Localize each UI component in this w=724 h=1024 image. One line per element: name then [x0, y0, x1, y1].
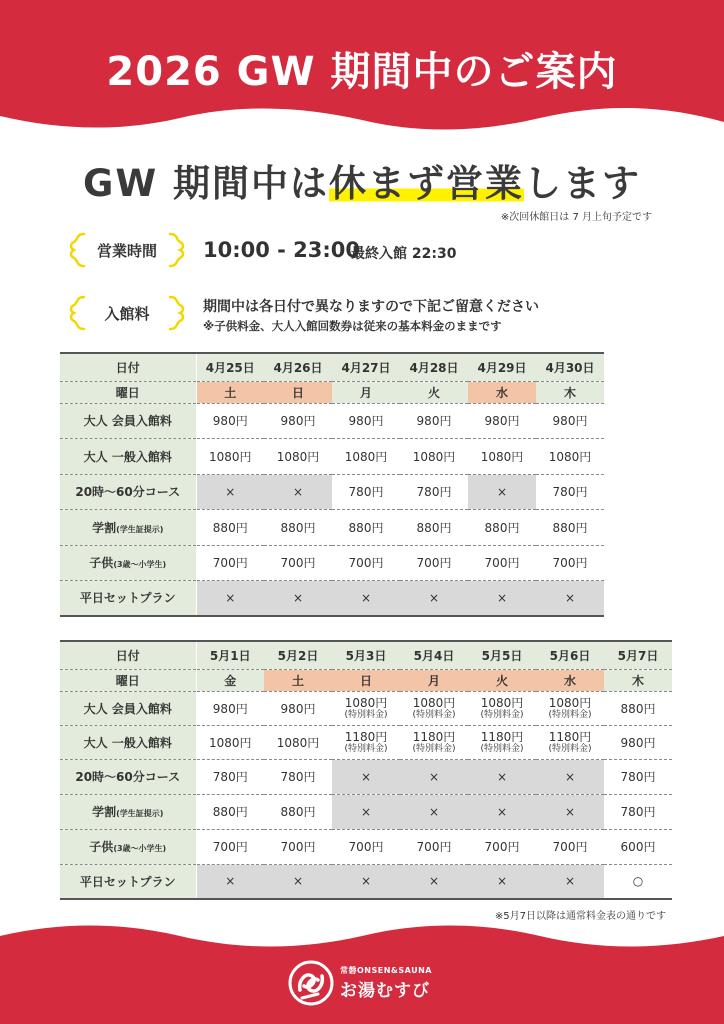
- price-cell: 700円: [332, 545, 400, 580]
- row-header: 日付: [60, 641, 196, 669]
- price-cell: ×: [468, 759, 536, 794]
- weekday-cell: 木: [604, 669, 672, 691]
- price-cell: 880円: [196, 794, 264, 829]
- price-cell: 880円: [196, 509, 264, 545]
- price-cell: ×: [468, 474, 536, 509]
- price-cell: [400, 691, 468, 725]
- price-cell: [536, 725, 604, 759]
- logo-name: お湯むすび: [340, 981, 430, 1001]
- table-row-adult-general: [60, 725, 672, 759]
- date-cell: 4月27日: [332, 353, 400, 381]
- price-value: 1180円: [412, 729, 456, 744]
- page-title: 2026 GW 期間中のご案内: [106, 49, 618, 95]
- special-price-note: (特別料金): [412, 743, 456, 754]
- price-cell: 880円: [468, 509, 536, 545]
- fee-table-may: [60, 640, 672, 900]
- price-cell: 880円: [332, 509, 400, 545]
- price-cell: ×: [400, 864, 468, 899]
- weekday-cell: 月: [400, 669, 468, 691]
- price-cell: 880円: [604, 691, 672, 725]
- price-cell: 780円: [264, 759, 332, 794]
- hours-label-badge: [68, 230, 186, 270]
- price-cell: [332, 691, 400, 725]
- table-row-weekday: [60, 669, 672, 691]
- table-row-adult-general: [60, 438, 604, 474]
- date-cell: 4月25日: [196, 353, 264, 381]
- row-header-note: (3歳～小学生): [113, 844, 167, 853]
- row-header-note: (学生証提示): [116, 524, 164, 534]
- header-banner: [0, 0, 724, 135]
- row-header: 学割(学生証提示): [60, 794, 196, 829]
- fee-description: 期間中は各日付で異なりますので下記ご留意ください: [203, 299, 539, 315]
- date-cell: 4月26日: [264, 353, 332, 381]
- price-cell: 1080円: [536, 438, 604, 474]
- table-row-student: [60, 509, 604, 545]
- date-cell: 5月3日: [332, 641, 400, 669]
- date-cell: 4月29日: [468, 353, 536, 381]
- price-value: 1080円: [548, 695, 592, 710]
- row-header: 曜日: [60, 669, 196, 691]
- price-cell: 700円: [536, 829, 604, 864]
- price-cell: ×: [468, 864, 536, 899]
- date-cell: 5月5日: [468, 641, 536, 669]
- price-cell: 600円: [604, 829, 672, 864]
- fee-label-badge: [68, 293, 186, 333]
- price-cell: 780円: [400, 474, 468, 509]
- price-cell: ×: [332, 580, 400, 616]
- date-cell: 5月4日: [400, 641, 468, 669]
- price-cell: 700円: [468, 545, 536, 580]
- special-price-note: (特別料金): [412, 709, 456, 720]
- price-cell: 980円: [604, 725, 672, 759]
- price-cell: 980円: [196, 691, 264, 725]
- bottom-note: ※5月7日以降は通常料金表の通りです: [494, 911, 666, 922]
- price-cell: ×: [400, 580, 468, 616]
- price-cell: 1080円: [468, 438, 536, 474]
- price-value: 1180円: [344, 729, 388, 744]
- price-value: 1180円: [548, 729, 592, 744]
- row-header: 20時～60分コース: [60, 759, 196, 794]
- date-cell: 5月2日: [264, 641, 332, 669]
- price-cell: 980円: [264, 403, 332, 438]
- weekday-cell: 水: [468, 381, 536, 403]
- price-cell: ×: [536, 794, 604, 829]
- headline-text-a: GW 期間中は: [82, 162, 330, 205]
- price-cell: [536, 691, 604, 725]
- price-cell: [468, 725, 536, 759]
- price-cell: ×: [332, 759, 400, 794]
- table-row-night-course: [60, 759, 672, 794]
- price-cell: 880円: [264, 509, 332, 545]
- price-cell: 700円: [400, 829, 468, 864]
- price-cell: ×: [536, 580, 604, 616]
- weekday-cell: 土: [264, 669, 332, 691]
- price-cell: 880円: [264, 794, 332, 829]
- fee-note: ※子供料金、大人入館回数券は従来の基本料金のままです: [203, 319, 502, 333]
- price-cell: 700円: [536, 545, 604, 580]
- price-cell: 980円: [332, 403, 400, 438]
- price-cell: ×: [196, 580, 264, 616]
- closure-note: ※次回休館日は 7 月上旬予定です: [500, 212, 652, 223]
- row-header-note: (3歳～小学生): [113, 560, 167, 569]
- price-cell: 880円: [536, 509, 604, 545]
- date-cell: 4月28日: [400, 353, 468, 381]
- row-header: 学割(学生証提示): [60, 509, 196, 545]
- price-cell: 1080円: [196, 725, 264, 759]
- price-cell: 980円: [264, 691, 332, 725]
- table-row-weekday: [60, 381, 604, 403]
- price-cell: [468, 691, 536, 725]
- hours-time: 10:00 - 23:00: [203, 238, 361, 262]
- price-cell: ×: [468, 794, 536, 829]
- table-row-date: [60, 641, 672, 669]
- price-cell: ×: [264, 580, 332, 616]
- price-cell: 1080円: [264, 725, 332, 759]
- special-price-note: (特別料金): [344, 743, 388, 754]
- date-cell: 5月1日: [196, 641, 264, 669]
- logo-subtitle: 常磐ONSEN&SAUNA: [340, 966, 432, 975]
- price-cell: ×: [400, 759, 468, 794]
- row-header: 子供(3歳～小学生): [60, 829, 196, 864]
- special-price-note: (特別料金): [480, 743, 524, 754]
- price-cell: 700円: [196, 829, 264, 864]
- fee-table-april: [60, 352, 604, 617]
- price-cell: 980円: [468, 403, 536, 438]
- price-cell: 980円: [196, 403, 264, 438]
- price-cell: 700円: [196, 545, 264, 580]
- price-cell: 780円: [196, 759, 264, 794]
- price-value: 1080円: [412, 695, 456, 710]
- row-header: 平日セットプラン: [60, 580, 196, 616]
- price-cell: ○: [604, 864, 672, 899]
- price-value: 1180円: [480, 729, 524, 744]
- special-price-note: (特別料金): [548, 743, 592, 754]
- date-cell: 5月7日: [604, 641, 672, 669]
- row-header: 大人 会員入館料: [60, 691, 196, 725]
- table-row-weekday-plan: [60, 864, 672, 899]
- special-price-note: (特別料金): [480, 709, 524, 720]
- price-cell: ×: [264, 474, 332, 509]
- weekday-cell: 火: [400, 381, 468, 403]
- weekday-cell: 土: [196, 381, 264, 403]
- price-cell: 700円: [264, 545, 332, 580]
- price-cell: ×: [400, 794, 468, 829]
- weekday-cell: 日: [264, 381, 332, 403]
- logo-text: [340, 965, 432, 1001]
- price-cell: 780円: [604, 759, 672, 794]
- table-row-adult-member: [60, 691, 672, 725]
- price-cell: 780円: [332, 474, 400, 509]
- hours-label: 営業時間: [96, 241, 157, 260]
- row-header: 日付: [60, 353, 196, 381]
- table-row-weekday-plan: [60, 580, 604, 616]
- price-cell: 700円: [468, 829, 536, 864]
- weekday-cell: 木: [536, 381, 604, 403]
- price-cell: 780円: [604, 794, 672, 829]
- price-value: 1080円: [480, 695, 524, 710]
- date-cell: 4月30日: [536, 353, 604, 381]
- weekday-cell: 火: [468, 669, 536, 691]
- row-header: 大人 会員入館料: [60, 403, 196, 438]
- table-row-child: [60, 545, 604, 580]
- price-value: 1080円: [344, 695, 388, 710]
- weekday-cell: 金: [196, 669, 264, 691]
- price-cell: ×: [468, 580, 536, 616]
- table-row-adult-member: [60, 403, 604, 438]
- headline-highlight: 休まず営業: [329, 162, 525, 205]
- price-cell: [332, 725, 400, 759]
- special-price-note: (特別料金): [548, 709, 592, 720]
- table-row-date: [60, 353, 604, 381]
- price-cell: 980円: [400, 403, 468, 438]
- weekday-cell: 月: [332, 381, 400, 403]
- date-cell: 5月6日: [536, 641, 604, 669]
- price-cell: ×: [196, 864, 264, 899]
- price-cell: ×: [536, 864, 604, 899]
- row-header: 20時～60分コース: [60, 474, 196, 509]
- row-header: 子供(3歳～小学生): [60, 545, 196, 580]
- last-entry: 最終入館 22:30: [351, 246, 457, 262]
- price-cell: ×: [264, 864, 332, 899]
- price-cell: 700円: [332, 829, 400, 864]
- price-cell: 1080円: [400, 438, 468, 474]
- price-cell: 1080円: [264, 438, 332, 474]
- price-cell: 700円: [400, 545, 468, 580]
- headline: [0, 153, 724, 207]
- price-cell: ×: [332, 794, 400, 829]
- table-row-child: [60, 829, 672, 864]
- price-cell: [400, 725, 468, 759]
- row-header: 曜日: [60, 381, 196, 403]
- price-cell: ×: [536, 759, 604, 794]
- row-header: 大人 一般入館料: [60, 438, 196, 474]
- knot-logo-icon: [288, 960, 334, 1006]
- table-row-student: [60, 794, 672, 829]
- weekday-cell: 水: [536, 669, 604, 691]
- table-row-night-course: [60, 474, 604, 509]
- special-price-note: (特別料金): [344, 709, 388, 720]
- price-cell: ×: [332, 864, 400, 899]
- fee-label: 入館料: [104, 304, 150, 323]
- price-cell: 780円: [536, 474, 604, 509]
- headline-text-c: します: [524, 162, 642, 205]
- brand-logo: [288, 960, 432, 1006]
- price-cell: ×: [196, 474, 264, 509]
- price-cell: 700円: [264, 829, 332, 864]
- price-cell: 980円: [536, 403, 604, 438]
- row-header: 大人 一般入館料: [60, 725, 196, 759]
- row-header-note: (学生証提示): [116, 809, 164, 818]
- price-cell: 1080円: [332, 438, 400, 474]
- price-cell: 880円: [400, 509, 468, 545]
- row-header: 平日セットプラン: [60, 864, 196, 899]
- price-cell: 1080円: [196, 438, 264, 474]
- weekday-cell: 日: [332, 669, 400, 691]
